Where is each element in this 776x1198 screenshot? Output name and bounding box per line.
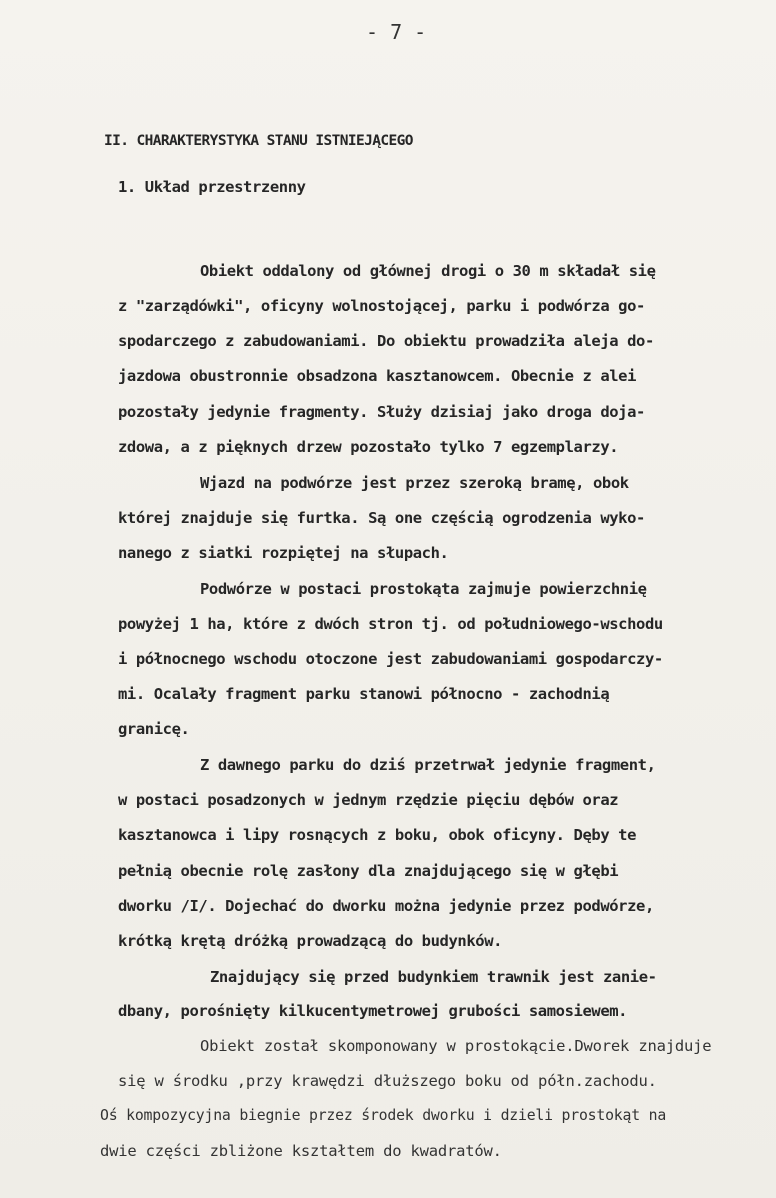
text-line: pełnią obecnie rolę zasłony dla znajdującego się w głębi [118,862,619,880]
text-line: granicę. [118,720,190,738]
text-line: kasztanowca i lipy rosnących z boku, obok oficyny. Dęby te [118,826,637,844]
text-line: dbany, porośnięty kilkucentymetrowej grubości samosiewem. [118,1002,628,1020]
text-line: Z dawnego parku do dziś przetrwał jedynie fragment, [200,756,656,774]
text-line: Znajdujący się przed budynkiem trawnik jest zanie- [210,968,657,986]
subsection-heading: 1. Układ przestrzenny [118,178,306,196]
text-line: Wjazd na podwórze jest przez szeroką bramę, obok [200,474,629,492]
text-line: się w środku ,przy krawędzi dłuższego boku od półn.zachodu. [118,1072,657,1090]
text-line: dworku /I/. Dojechać do dworku można jedynie przez podwórze, [118,897,654,915]
text-line: powyżej 1 ha, które z dwóch stron tj. od południowego-wschodu [118,615,663,633]
text-line: Oś kompozycyjna biegnie przez środek dworku i dzieli prostokąt na [100,1107,667,1124]
text-line: krótką krętą dróżką prowadzącą do budynków. [118,932,503,950]
page-number: - 7 - [366,20,427,44]
text-line: której znajduje się furtka. Są one częścią ogrodzenia wyko- [118,509,645,527]
text-line: w postaci posadzonych w jednym rzędzie pięciu dębów oraz [118,791,619,809]
text-line: mi. Ocalały fragment parku stanowi północno - zachodnią [118,685,610,703]
text-line: spodarczego z zabudowaniami. Do obiektu prowadziła aleja do- [118,332,654,350]
text-line: i północnego wschodu otoczone jest zabudowaniami gospodarczy- [118,650,663,668]
text-line: Obiekt oddalony od głównej drogi o 30 m składał się [200,262,656,280]
text-line: nanego z siatki rozpiętej na słupach. [118,544,449,562]
text-line: Podwórze w postaci prostokąta zajmuje powierzchnię [200,580,647,598]
text-line: z "zarządówki", oficyny wolnostojącej, parku i podwórza go- [118,297,645,315]
section-heading: II. CHARAKTERYSTYKA STANU ISTNIEJĄCEGO [104,133,413,149]
text-line: Obiekt został skomponowany w prostokącie.Dworek znajduje [200,1037,712,1055]
text-line: pozostały jedynie fragmenty. Służy dzisiaj jako droga doja- [118,403,645,421]
text-line: zdowa, a z pięknych drzew pozostało tylko 7 egzemplarzy. [118,438,619,456]
text-line: dwie części zbliżone kształtem do kwadratów. [100,1142,502,1160]
text-line: jazdowa obustronnie obsadzona kasztanowcem. Obecnie z alei [118,367,637,385]
